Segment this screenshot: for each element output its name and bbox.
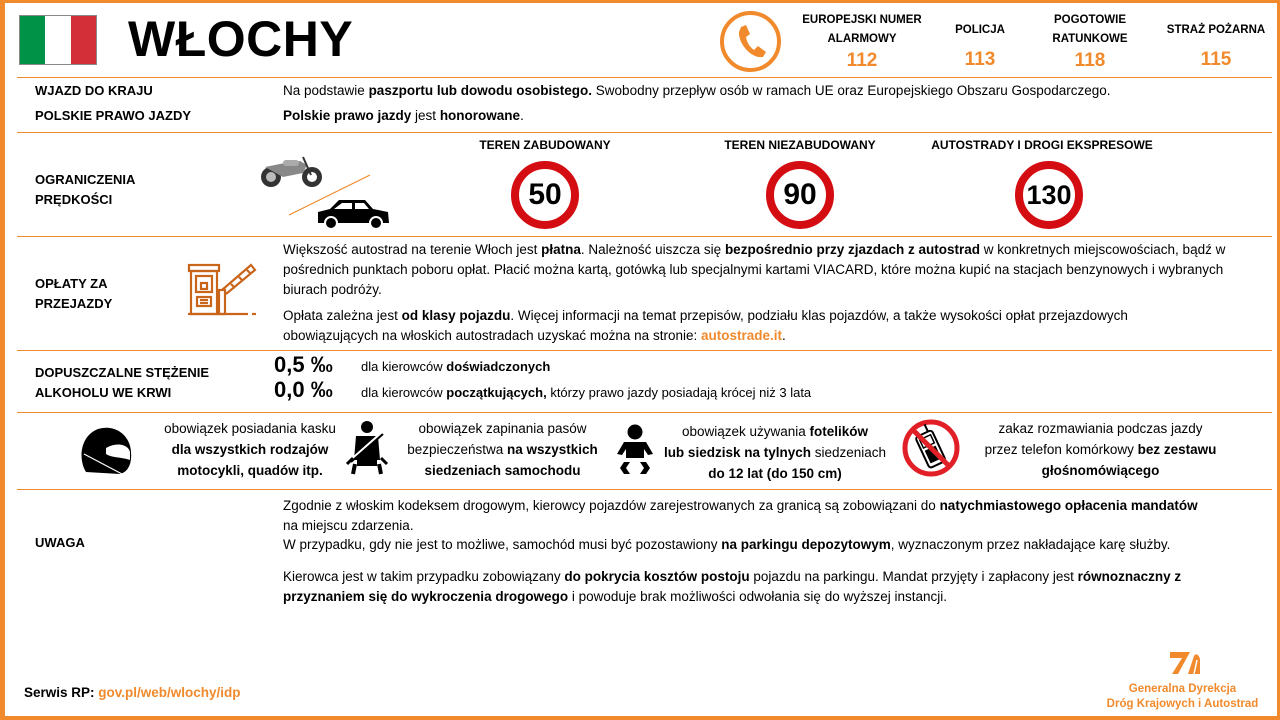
page-title: WŁOCHY	[128, 11, 354, 67]
service-footer: Serwis RP: gov.pl/web/wlochy/idp	[24, 685, 241, 700]
helmet-icon	[76, 424, 134, 476]
gddkia-logo-icon	[1168, 648, 1202, 676]
note-label: UWAGA	[35, 535, 85, 550]
emergency-number: 115	[1200, 49, 1232, 70]
italy-flag	[19, 15, 97, 65]
speed-limit-sign: 130	[1015, 161, 1083, 229]
divider	[17, 412, 1272, 413]
service-link[interactable]: gov.pl/web/wlochy/idp	[98, 685, 241, 700]
alcohol-text-novice: dla kierowców początkujących, którzy prawo jazdy posiadają krócej niż 3 lata	[361, 385, 812, 400]
vehicles-icon	[255, 155, 395, 230]
rule-no-phone-text: zakaz rozmawiania podczas jazdy przez telefon komórkowy bez zestawu głośnomówiącego	[984, 421, 1217, 478]
rule-helmet-text: obowiązek posiadania kasku dla wszystkich rodzajów motocykli, quadów itp.	[164, 421, 336, 478]
tolls-paragraph-1: Większość autostrad na terenie Włoch jest płatna. Należność uiszcza się bezpośrednio przy zjazdach z autostrad w konkretnych miejscowościach, bądź w pośrednich punktach poboru opłat. Płacić można kartą, gotówką lub specjalnymi kartami VIACARD, które można kupić na stacjach benzynowych i wybranych biurach podróży.	[283, 242, 1226, 297]
gddkia-logo-text: Generalna Dyrekcja Dróg Krajowych i Autostrad	[1106, 683, 1259, 710]
toll-gate-icon	[186, 262, 258, 318]
motorcycle-icon	[261, 157, 322, 187]
entry-label: WJAZD DO KRAJU	[35, 83, 153, 98]
rule-child-seat-text: obowiązek używania fotelików lub siedzisk na tylnych siedzeniach do 12 lat (do 150 cm)	[663, 424, 887, 481]
license-label: POLSKIE PRAWO JAZDY	[35, 108, 192, 123]
divider	[17, 132, 1272, 133]
autostrade-link[interactable]: autostrade.it	[700, 328, 782, 343]
alcohol-limit-novice: 0,0 ‰	[274, 377, 333, 402]
rule-seatbelt-text: obowiązek zapinania pasów bezpieczeństwa na wszystkich siedzeniach samochodu	[407, 421, 598, 478]
emergency-number: 113	[964, 49, 996, 70]
note-paragraph-3: Kierowca jest w takim przypadku zobowiązany do pokrycia kosztów postoju pojazdu na parkingu. Mandat przyjęty i zapłacony jest równoznaczny z przyznaniem się do wykroczenia drogowego i powoduje brak możliwości odwołania się do wyższej instancji.	[283, 569, 1182, 604]
seatbelt-icon	[343, 420, 391, 475]
divider	[17, 350, 1272, 351]
divider	[17, 236, 1272, 237]
emergency-label: POGOTOWIE RATUNKOWE	[1052, 14, 1128, 45]
zone-title: TEREN ZABUDOWANY	[479, 138, 611, 152]
note-paragraph-2: W przypadku, gdy nie jest to możliwe, samochód musi być pozostawiony na parkingu depozytowym, wyznaczonym przez nakładające karę służby.	[283, 537, 1171, 552]
tolls-label: OPŁATY ZA PRZEJAZDY	[35, 276, 113, 311]
alcohol-text-experienced: dla kierowców doświadczonych	[361, 359, 551, 374]
emergency-police	[940, 10, 1020, 71]
emergency-ambulance	[1050, 10, 1130, 72]
phone-icon	[720, 11, 781, 72]
emergency-european	[800, 10, 924, 72]
speed-limit-sign: 50	[511, 161, 579, 229]
divider	[17, 77, 1272, 78]
speed-label: OGRANICZENIA PRĘDKOŚCI	[35, 172, 136, 207]
emergency-fire	[1164, 10, 1268, 71]
entry-text: Na podstawie paszportu lub dowodu osobistego. Swobodny przepływ osób w ramach UE oraz Europejskiego Obszaru Gospodarczego.	[283, 83, 1111, 98]
emergency-number: 112	[846, 50, 878, 71]
zone-title: TEREN NIEZABUDOWANY	[724, 138, 876, 152]
no-phone-icon	[901, 418, 961, 478]
license-text: Polskie prawo jazdy jest honorowane.	[283, 108, 524, 123]
emergency-label: STRAŻ POŻARNA	[1166, 23, 1266, 36]
emergency-label: POLICJA	[955, 23, 1005, 36]
emergency-number: 118	[1074, 50, 1106, 71]
speed-limit-sign: 90	[766, 161, 834, 229]
zone-title: AUTOSTRADY I DROGI EKSPRESOWE	[931, 138, 1153, 152]
child-seat-icon	[616, 424, 654, 476]
note-paragraph-1: Zgodnie z włoskim kodeksem drogowym, kierowcy pojazdów zarejestrowanych za granicą są zobowiązani do natychmiastowego opłacenia mandatów na miejscu zdarzenia.	[283, 498, 1198, 533]
alcohol-limit-experienced: 0,5 ‰	[274, 352, 333, 377]
divider	[17, 489, 1272, 490]
emergency-label: EUROPEJSKI NUMER ALARMOWY	[802, 14, 922, 45]
alcohol-label: DOPUSZCZALNE STĘŻENIE ALKOHOLU WE KRWI	[35, 365, 210, 400]
car-icon	[318, 200, 389, 229]
tolls-paragraph-2: Opłata zależna jest od klasy pojazdu. Więcej informacji na temat przepisów, podziału klas pojazdów, a także wysokości opłat przejazdowych obowiązujących na włoskich autostradach uzyskać można na stronie: autostrade.it.	[283, 308, 1128, 343]
